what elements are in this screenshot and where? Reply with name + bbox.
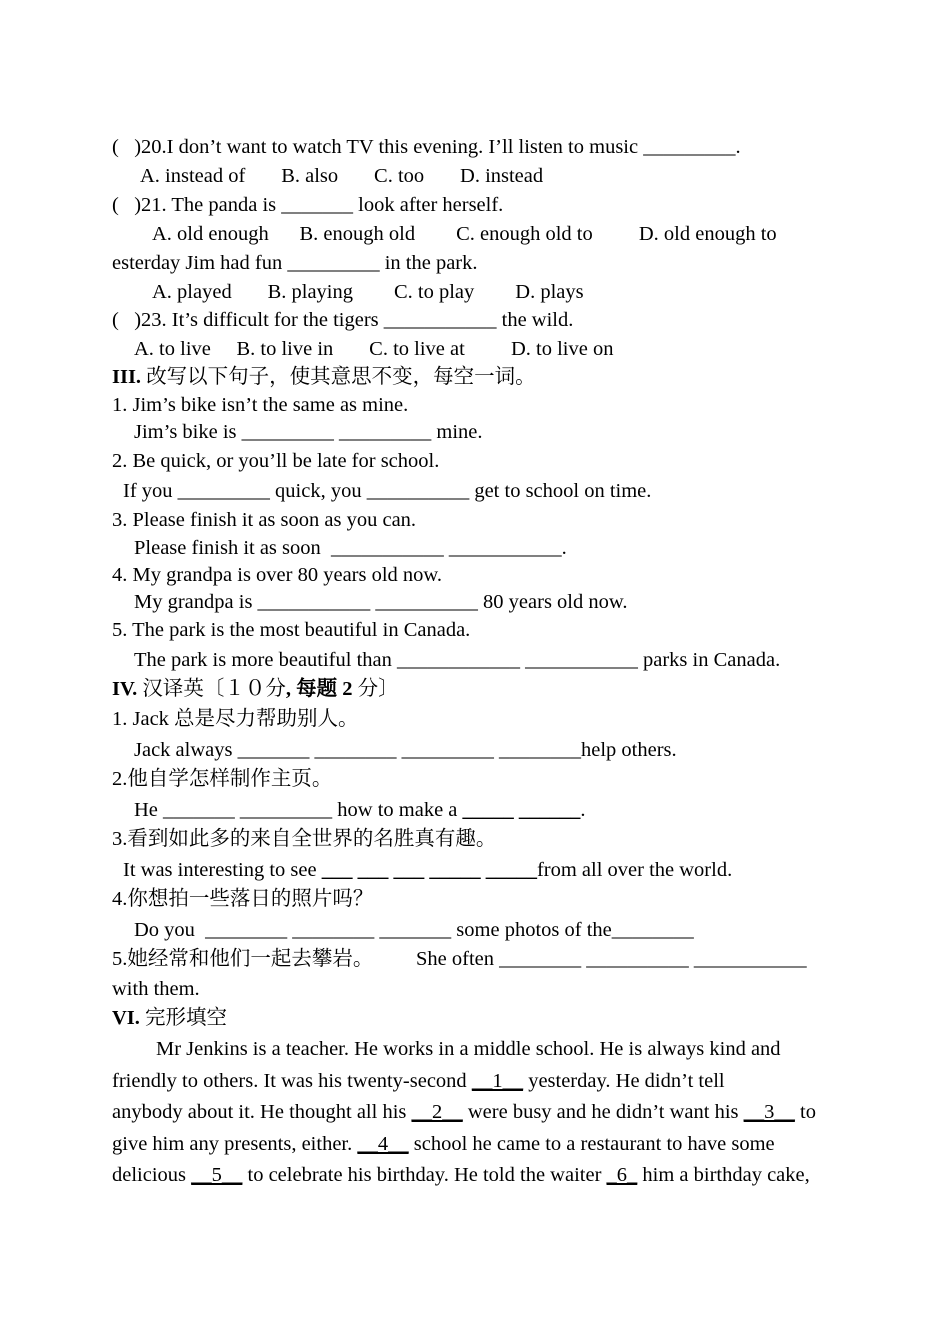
- q21-options: A. old enough B. enough old C. enough old to D. old enough to: [152, 223, 777, 245]
- cloze-blank-6: _6_: [606, 1164, 638, 1186]
- rewrite-1-target: Jim’s bike is _________ _________ mine.: [134, 421, 483, 443]
- rewrite-5-target: The park is more beautiful than ____________ ___________ parks in Canada.: [134, 649, 781, 671]
- translate-3-blanks: ___ ___ ___ _____ _____: [321, 859, 537, 881]
- translate-5-chinese: 5.她经常和他们一起去攀岩。: [112, 948, 374, 970]
- cloze-text: delicious: [112, 1164, 192, 1186]
- rewrite-2-target: If you _________ quick, you __________ get to school on time.: [123, 480, 652, 502]
- translate-4-chinese: 4.你想拍一些落日的照片吗？: [112, 888, 374, 910]
- cloze-text: friendly to others. It was his twenty-second: [112, 1070, 472, 1092]
- translate-5-english-cont: with them.: [112, 978, 200, 1000]
- translate-3-english-start: It was interesting to see: [123, 859, 322, 881]
- q20-stem: ( )20.I don’t want to watch TV this evening. I’ll listen to music _________.: [112, 136, 741, 158]
- cloze-text: yesterday. He didn’t tell: [523, 1070, 725, 1092]
- translate-2-english-start: He _______ _________ how to make a: [134, 799, 463, 821]
- cloze-blank-5: __5__: [191, 1164, 243, 1186]
- cloze-blank-2: __2__: [411, 1101, 463, 1123]
- cloze-line-2: [112, 1068, 725, 1094]
- cloze-text: were busy and he didn’t want his: [462, 1101, 744, 1123]
- translate-2-blanks: _____ ______: [462, 799, 581, 821]
- q23-stem: ( )23. It’s difficult for the tigers ___________ the wild.: [112, 309, 574, 331]
- section-4-number: IV.: [112, 678, 138, 700]
- section-3-heading: [112, 364, 536, 390]
- section-4-title-end: 分〕: [352, 678, 399, 700]
- cloze-blank-4: __4__: [357, 1133, 409, 1155]
- section-6-heading: [112, 1005, 227, 1031]
- cloze-text: school he came to a restaurant to have some: [408, 1133, 775, 1155]
- translate-4-english: Do you ________ ________ _______ some photos of the________: [134, 919, 694, 941]
- translate-3-chinese: 3.看到如此多的来自全世界的名胜真有趣。: [112, 828, 497, 850]
- section-4-title-sep: , 每题: [285, 678, 338, 700]
- q20-options: A. instead of B. also C. too D. instead: [140, 165, 544, 187]
- translate-1-chinese: 1. Jack 总是尽力帮助别人。: [112, 708, 359, 730]
- rewrite-1-original: 1. Jim’s bike isn’t the same as mine.: [112, 394, 409, 416]
- rewrite-3-target: Please finish it as soon ___________ ___________.: [134, 537, 567, 559]
- q22-stem: esterday Jim had fun _________ in the park.: [112, 252, 478, 274]
- cloze-line-1: Mr Jenkins is a teacher. He works in a middle school. He is always kind and: [156, 1038, 781, 1060]
- translate-2-english-end: .: [580, 799, 586, 821]
- translate-5-english: She often ________ __________ ___________: [416, 948, 807, 970]
- q21-stem: ( )21. The panda is _______ look after herself.: [112, 194, 504, 216]
- translate-2-english: [134, 797, 586, 823]
- q23-options: A. to live B. to live in C. to live at D. to live on: [134, 338, 614, 360]
- section-3-number: III.: [112, 366, 142, 388]
- translate-2-chinese: 2.他自学怎样制作主页。: [112, 768, 333, 790]
- section-4-heading: [112, 676, 399, 702]
- cloze-text: to: [794, 1101, 816, 1123]
- q22-options: A. played B. playing C. to play D. plays: [152, 281, 584, 303]
- section-4-points: 2: [337, 678, 353, 700]
- section-4-title: 汉译英〔１０分: [137, 678, 286, 700]
- translate-3-english: [123, 857, 732, 883]
- section-6-number: VI.: [112, 1007, 140, 1029]
- rewrite-4-target: My grandpa is ___________ __________ 80 years old now.: [134, 591, 628, 613]
- cloze-blank-3: __3__: [743, 1101, 795, 1123]
- rewrite-5-original: 5. The park is the most beautiful in Canada.: [112, 619, 471, 641]
- cloze-text: him a birthday cake,: [637, 1164, 810, 1186]
- rewrite-3-original: 3. Please finish it as soon as you can.: [112, 509, 417, 531]
- cloze-text: anybody about it. He thought all his: [112, 1101, 412, 1123]
- cloze-line-3: [112, 1099, 816, 1125]
- rewrite-2-original: 2. Be quick, or you’ll be late for school.: [112, 450, 440, 472]
- cloze-line-5: [112, 1162, 810, 1188]
- rewrite-4-original: 4. My grandpa is over 80 years old now.: [112, 564, 443, 586]
- section-6-title: 完形填空: [139, 1007, 228, 1029]
- cloze-line-4: [112, 1131, 775, 1157]
- cloze-blank-1: __1__: [471, 1070, 524, 1092]
- cloze-text: give him any presents, either.: [112, 1133, 358, 1155]
- cloze-text: to celebrate his birthday. He told the waiter: [242, 1164, 607, 1186]
- translate-3-english-end: from all over the world.: [536, 859, 733, 881]
- section-3-title: 改写以下句子，使其意思不变，每空一词。: [141, 366, 536, 388]
- translate-1-english: Jack always _______ ________ _________ ________help others.: [134, 739, 677, 761]
